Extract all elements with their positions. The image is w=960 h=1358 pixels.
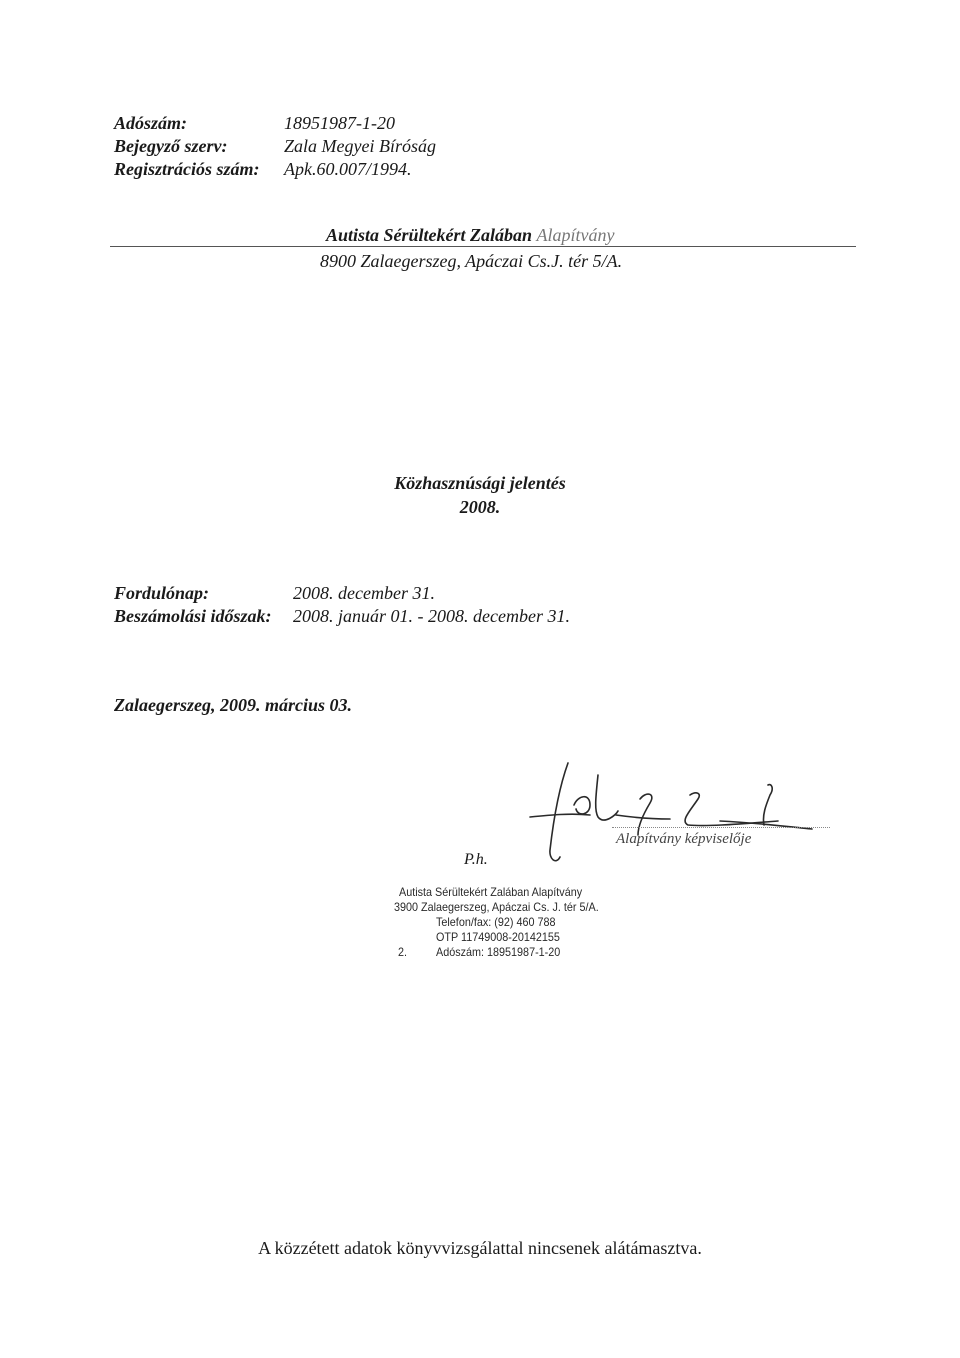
organization-name — [326, 225, 615, 246]
audit-note: A közzétett adatok könyvvizsgálattal nincsenek alátámasztva. — [258, 1238, 702, 1258]
closing-date-label: Fordulónap: — [114, 583, 210, 603]
handwritten-signature — [520, 755, 840, 870]
place-date: Zalaegerszeg, 2009. március 03. — [114, 695, 352, 715]
registrar-label: Bejegyző szerv: — [114, 136, 228, 156]
tax-number-label: Adószám: — [114, 113, 188, 133]
signature-line — [612, 827, 830, 828]
organization-name-suffix: Alapítvány — [536, 225, 615, 245]
header-divider — [110, 246, 856, 247]
tax-number-value: 18951987-1-20 — [284, 113, 395, 133]
registration-number-label: Regisztrációs szám: — [114, 159, 260, 179]
organization-address: 8900 Zalaegerszeg, Apáczai Cs.J. tér 5/A. — [320, 251, 623, 271]
stamp-line-address: 3900 Zalaegerszeg, Apáczai Cs. J. tér 5/A. — [394, 900, 599, 914]
representative-label: Alapítvány képviselője — [616, 831, 752, 847]
stamp-line-prefix: 2. — [398, 945, 408, 959]
registration-number-value: Apk.60.007/1994. — [284, 159, 412, 179]
stamp-line-phone: Telefon/fax: (92) 460 788 — [436, 915, 556, 929]
closing-date-value: 2008. december 31. — [293, 583, 435, 603]
reporting-period-label: Beszámolási időszak: — [114, 606, 272, 626]
stamp-line-bank: OTP 11749008-20142155 — [436, 930, 560, 944]
registrar-value: Zala Megyei Bíróság — [284, 136, 436, 156]
report-title: Közhasznúsági jelentés — [394, 473, 566, 493]
report-year: 2008. — [459, 497, 501, 517]
organization-name-main: Autista Sérültekért Zalában — [326, 225, 533, 245]
seal-placeholder: P.h. — [464, 851, 488, 868]
reporting-period-value: 2008. január 01. - 2008. december 31. — [293, 606, 570, 626]
stamp-line-name: Autista Sérültekért Zalában Alapítvány — [399, 885, 583, 899]
stamp-line-tax: Adószám: 18951987-1-20 — [436, 945, 561, 959]
